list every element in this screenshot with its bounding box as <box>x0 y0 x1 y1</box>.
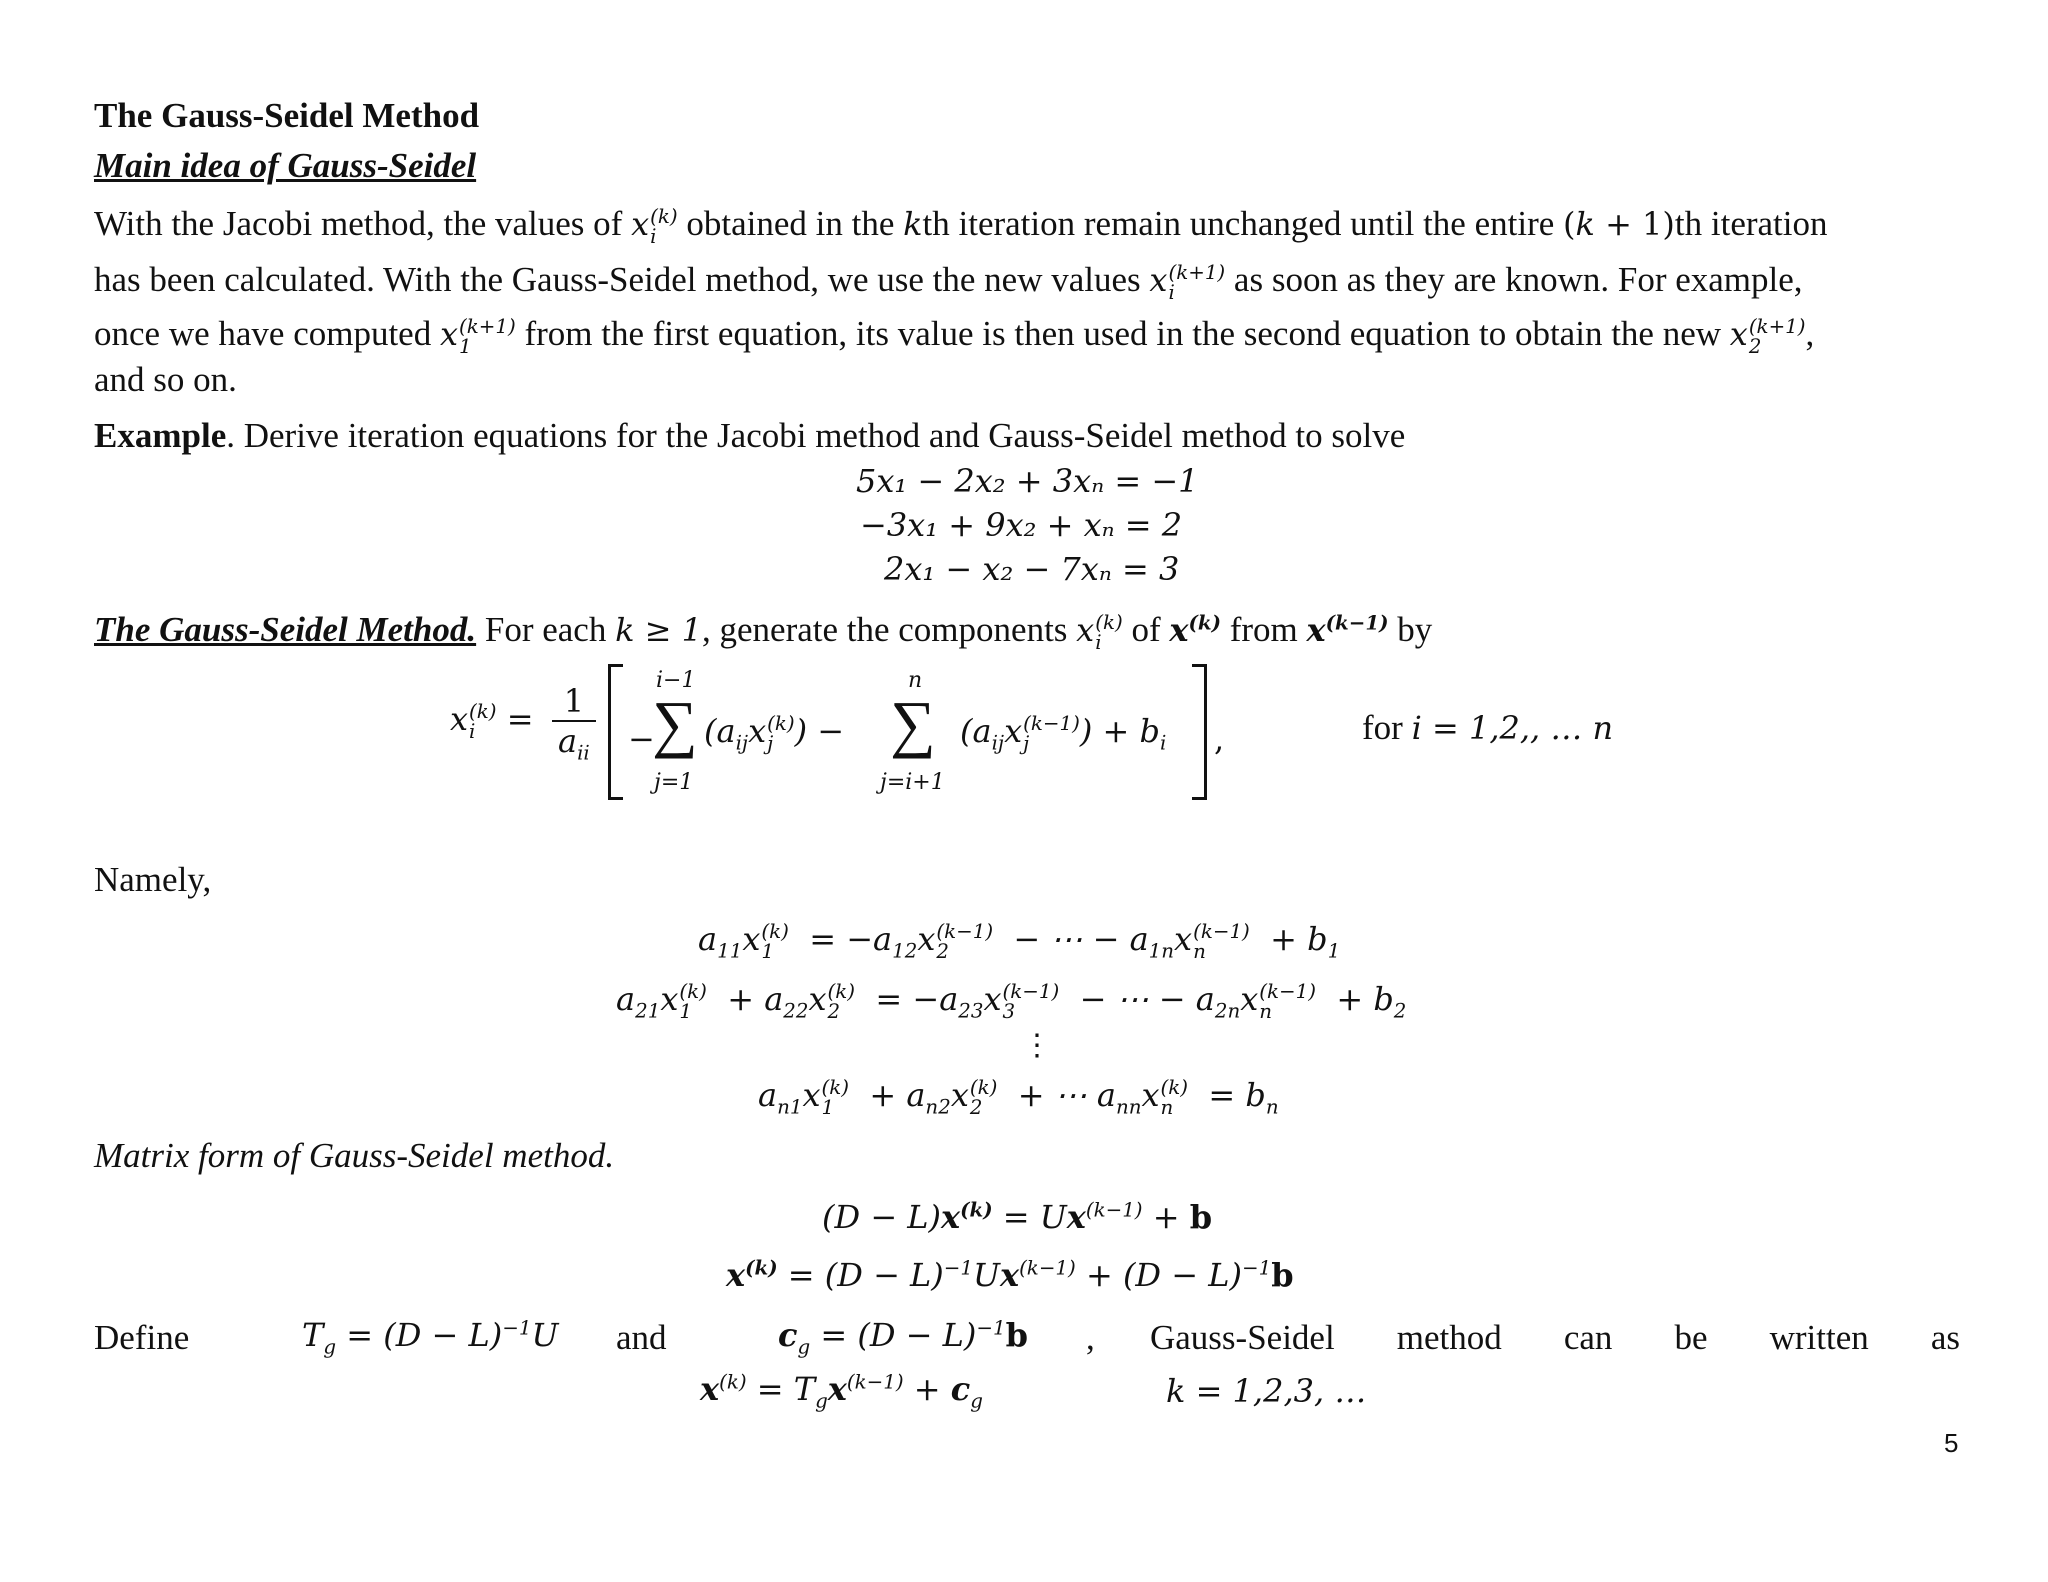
word: can <box>1563 1318 1613 1357</box>
define-tg: $T_g = (D - L)^{-1}U$ <box>302 1316 559 1359</box>
expanded-eq-1: $a_{11}x$ (k) 1 = $-a_{12}x$ (k−1) 2 − ⋯ − $a_{1n}x$ (k−1) n + $b_1$ <box>698 919 1341 963</box>
sum1-term: ($a_{ij}x$ (k) j ) − <box>704 711 845 755</box>
formula-fraction: $\frac{1}{a_{ii}}$ <box>552 682 596 760</box>
intro-line-1 <box>94 206 1960 246</box>
minus-sign: − <box>628 720 655 758</box>
matrix-eq-2: $x^{(k)} = (D - L)^{-1}Ux^{(k-1)} + (D - L)^{-1}b$ <box>726 1255 1294 1294</box>
gs-text: , generate the components <box>702 610 1077 649</box>
gs-text: of <box>1122 610 1170 649</box>
math-xi-k: x (k) i <box>631 204 678 248</box>
final-eq: $x^{(k)} = T_gx^{(k-1)} + c_g$ <box>700 1370 983 1413</box>
word: be <box>1674 1318 1708 1357</box>
expanded-eq-2: $a_{21}x$ (k) 1 + $a_{22}x$ (k) 2 = $-a_{23}x$ (k−1) 3 − ⋯ − $a_{2n}x$ (k−1) n + $b_2$ <box>616 979 1407 1023</box>
example-text: . Derive iteration equations for the Jacobi method and Gauss-Seidel method to solve <box>226 416 1406 455</box>
intro-line-2 <box>94 262 1960 302</box>
page-title: The Gauss-Seidel Method <box>94 96 480 135</box>
define-words <box>1150 1320 1960 1355</box>
page-number: 5 <box>1944 1428 1959 1458</box>
matrix-eq-1: $(D - L)x^{(k)} = Ux^{(k-1)} + b$ <box>822 1197 1213 1236</box>
for-range <box>1362 710 1613 745</box>
math-xi-k: x (k) i <box>1076 610 1123 654</box>
gs-method-label: The Gauss-Seidel Method. <box>94 610 477 649</box>
math-i-range: i = 1,2,, … n <box>1411 709 1614 747</box>
left-bracket <box>608 664 623 800</box>
example-line <box>94 418 1405 453</box>
gs-text: by <box>1388 610 1433 649</box>
intro-text: once we have computed <box>94 314 440 353</box>
example-equation-3: 2x₁ − x₂ − 7xₙ = 3 <box>884 550 1180 588</box>
sum1-sigma: ∑ <box>652 688 698 759</box>
example-equation-1: 5x₁ − 2x₂ + 3xₙ = −1 <box>856 462 1199 500</box>
expanded-eq-n: $a_{n1}x$ (k) 1 + $a_{n2}x$ (k) 2 + ⋯ $a_{nn}x$ (k) n = $b_n$ <box>758 1075 1279 1119</box>
define-cg: $c_g = (D - L)^{-1}b$ <box>778 1316 1028 1359</box>
example-equation-2: −3x₁ + 9x₂ + xₙ = 2 <box>860 506 1183 544</box>
intro-text: th iteration remain unchanged until the entire <box>922 204 1564 243</box>
word: as <box>1930 1318 1960 1357</box>
intro-line-3 <box>94 316 1960 356</box>
formula-lhs: x (k) i = <box>450 699 534 743</box>
sum2-term: ($a_{ij}x$ (k−1) j ) + $b_i$ <box>960 711 1167 755</box>
intro-line-4: and so on. <box>94 360 237 399</box>
sum2-sigma: ∑ <box>890 688 936 759</box>
define-and: and <box>616 1318 667 1357</box>
word: Gauss-Seidel <box>1150 1318 1335 1357</box>
example-label: Example <box>94 416 227 455</box>
sum1-lower: j=1 <box>654 770 694 795</box>
math-k-plus-1: (k + 1) <box>1563 205 1675 243</box>
gs-method-line <box>94 612 1432 652</box>
section-subtitle: Main idea of Gauss-Seidel <box>94 146 477 185</box>
define-comma: , <box>1086 1318 1095 1357</box>
math-x2-k1: x (k+1) 2 <box>1729 314 1806 358</box>
intro-text: With the Jacobi method, the values of <box>94 204 632 243</box>
intro-text: obtained in the <box>677 204 904 243</box>
math-x-k-bold: $x^{(k)}$ <box>1169 610 1221 649</box>
math-x-k-1-bold: $x^{(k-1)}$ <box>1306 610 1389 649</box>
word: method <box>1396 1318 1502 1357</box>
sum2-lower: j=i+1 <box>880 770 945 795</box>
define-label: Define <box>94 1318 190 1357</box>
sum1-upper: i−1 <box>656 668 696 693</box>
namely-label: Namely, <box>94 860 212 899</box>
intro-text: th iteration <box>1674 204 1828 243</box>
intro-text: , <box>1805 314 1815 353</box>
vertical-ellipsis: ⋮ <box>1022 1028 1052 1063</box>
sum2-upper: n <box>908 668 923 693</box>
intro-text: as soon as they are known. For example, <box>1225 260 1803 299</box>
math-xi-k1: x (k+1) i <box>1149 260 1226 304</box>
right-bracket <box>1192 664 1207 800</box>
gs-text: For each <box>476 610 616 649</box>
intro-text: from the first equation, its value is then used in the second equation to obtain the new <box>515 314 1730 353</box>
formula-comma: , <box>1214 720 1225 758</box>
gs-text: from <box>1220 610 1307 649</box>
math-x1-k1: x (k+1) 1 <box>439 314 516 358</box>
k-range: k = 1,2,3, … <box>1166 1372 1367 1410</box>
for-text: for <box>1362 708 1412 747</box>
intro-text: has been calculated. With the Gauss-Seidel method, we use the new values <box>94 260 1150 299</box>
math-k-ge-1: k ≥ 1 <box>615 611 702 649</box>
word: written <box>1769 1318 1869 1357</box>
matrix-form-label: Matrix form of Gauss-Seidel method. <box>94 1136 615 1175</box>
math-k: k <box>903 205 923 243</box>
